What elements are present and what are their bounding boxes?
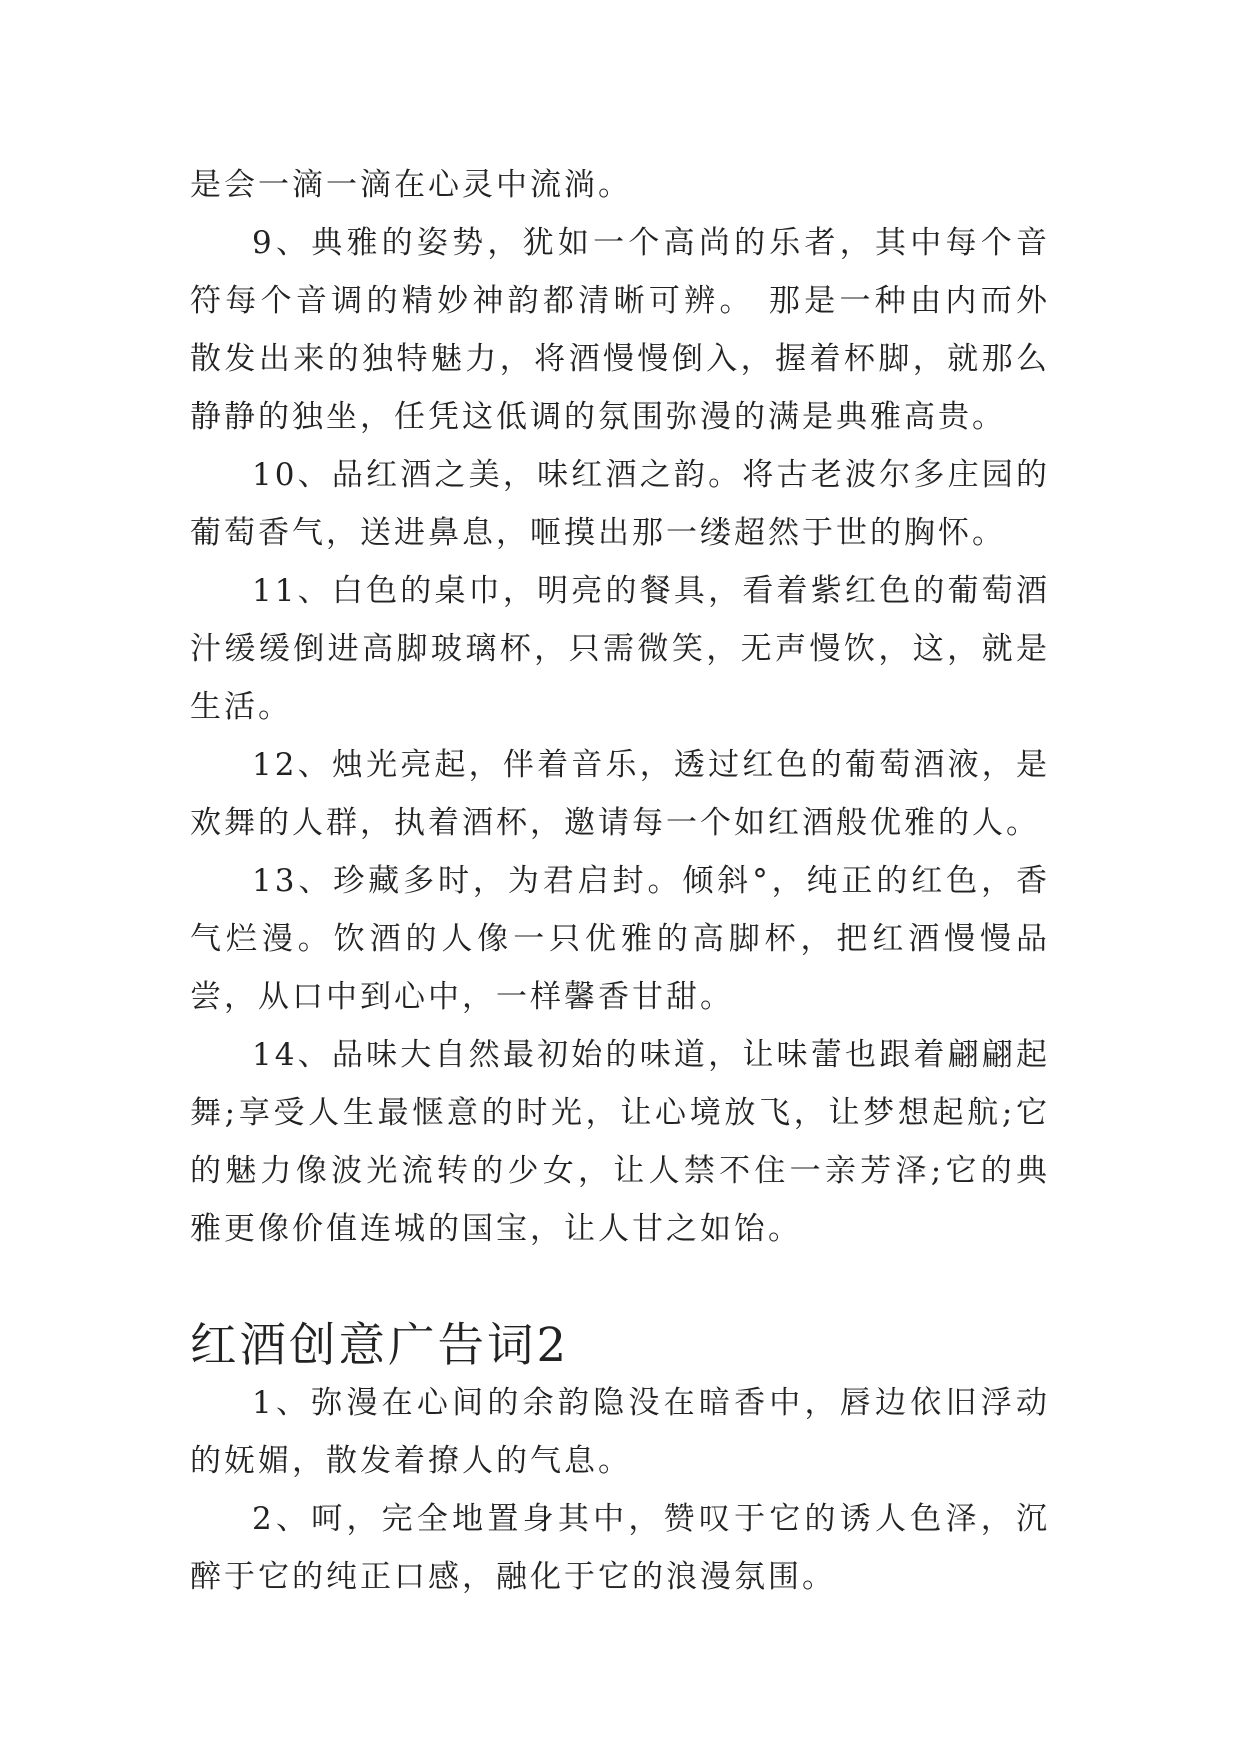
paragraph-item-12: 12、烛光亮起，伴着音乐，透过红色的葡萄酒液，是欢舞的人群，执着酒杯，邀请每一个如红酒般优雅的人。 — [190, 747, 1050, 841]
paragraph-continuation: 是会一滴一滴在心灵中流淌。 — [190, 167, 632, 203]
paragraph-item-10: 10、品红酒之美，味红酒之韵。将古老波尔多庄园的葡萄香气，送进鼻息，咂摸出那一缕超然于世的胸怀。 — [190, 457, 1050, 551]
paragraph-item-14: 14、品味大自然最初始的味道，让味蕾也跟着翩翩起舞;享受人生最惬意的时光，让心境放飞，让梦想起航;它的魅力像波光流转的少女，让人禁不住一亲芳泽;它的典雅更像价值连城的国宝，让人甘之如饴。 — [190, 1037, 1050, 1247]
paragraph-section2-item-1: 1、弥漫在心间的余韵隐没在暗香中，唇边依旧浮动的妩媚，散发着撩人的气息。 — [190, 1385, 1050, 1479]
document-body — [190, 156, 1050, 1606]
paragraph-item-9: 9、典雅的姿势，犹如一个高尚的乐者，其中每个音符每个音调的精妙神韵都清晰可辨。 那是一种由内而外散发出来的独特魅力，将酒慢慢倒入，握着杯脚，就那么静静的独坐，任凭这低调的氛围弥漫的满是典雅高贵。 — [190, 225, 1050, 435]
paragraph-section2-item-2: 2、呵，完全地置身其中，赞叹于它的诱人色泽，沉醉于它的纯正口感，融化于它的浪漫氛围。 — [190, 1501, 1050, 1595]
paragraph-item-11: 11、白色的桌巾，明亮的餐具，看着紫红色的葡萄酒汁缓缓倒进高脚玻璃杯，只需微笑，无声慢饮，这，就是生活。 — [190, 573, 1050, 725]
section-heading: 红酒创意广告词2 — [190, 1318, 570, 1372]
paragraph-item-13: 13、珍藏多时，为君启封。倾斜°，纯正的红色，香气烂漫。饮酒的人像一只优雅的高脚杯，把红酒慢慢品尝，从口中到心中，一样馨香甘甜。 — [190, 863, 1050, 1015]
